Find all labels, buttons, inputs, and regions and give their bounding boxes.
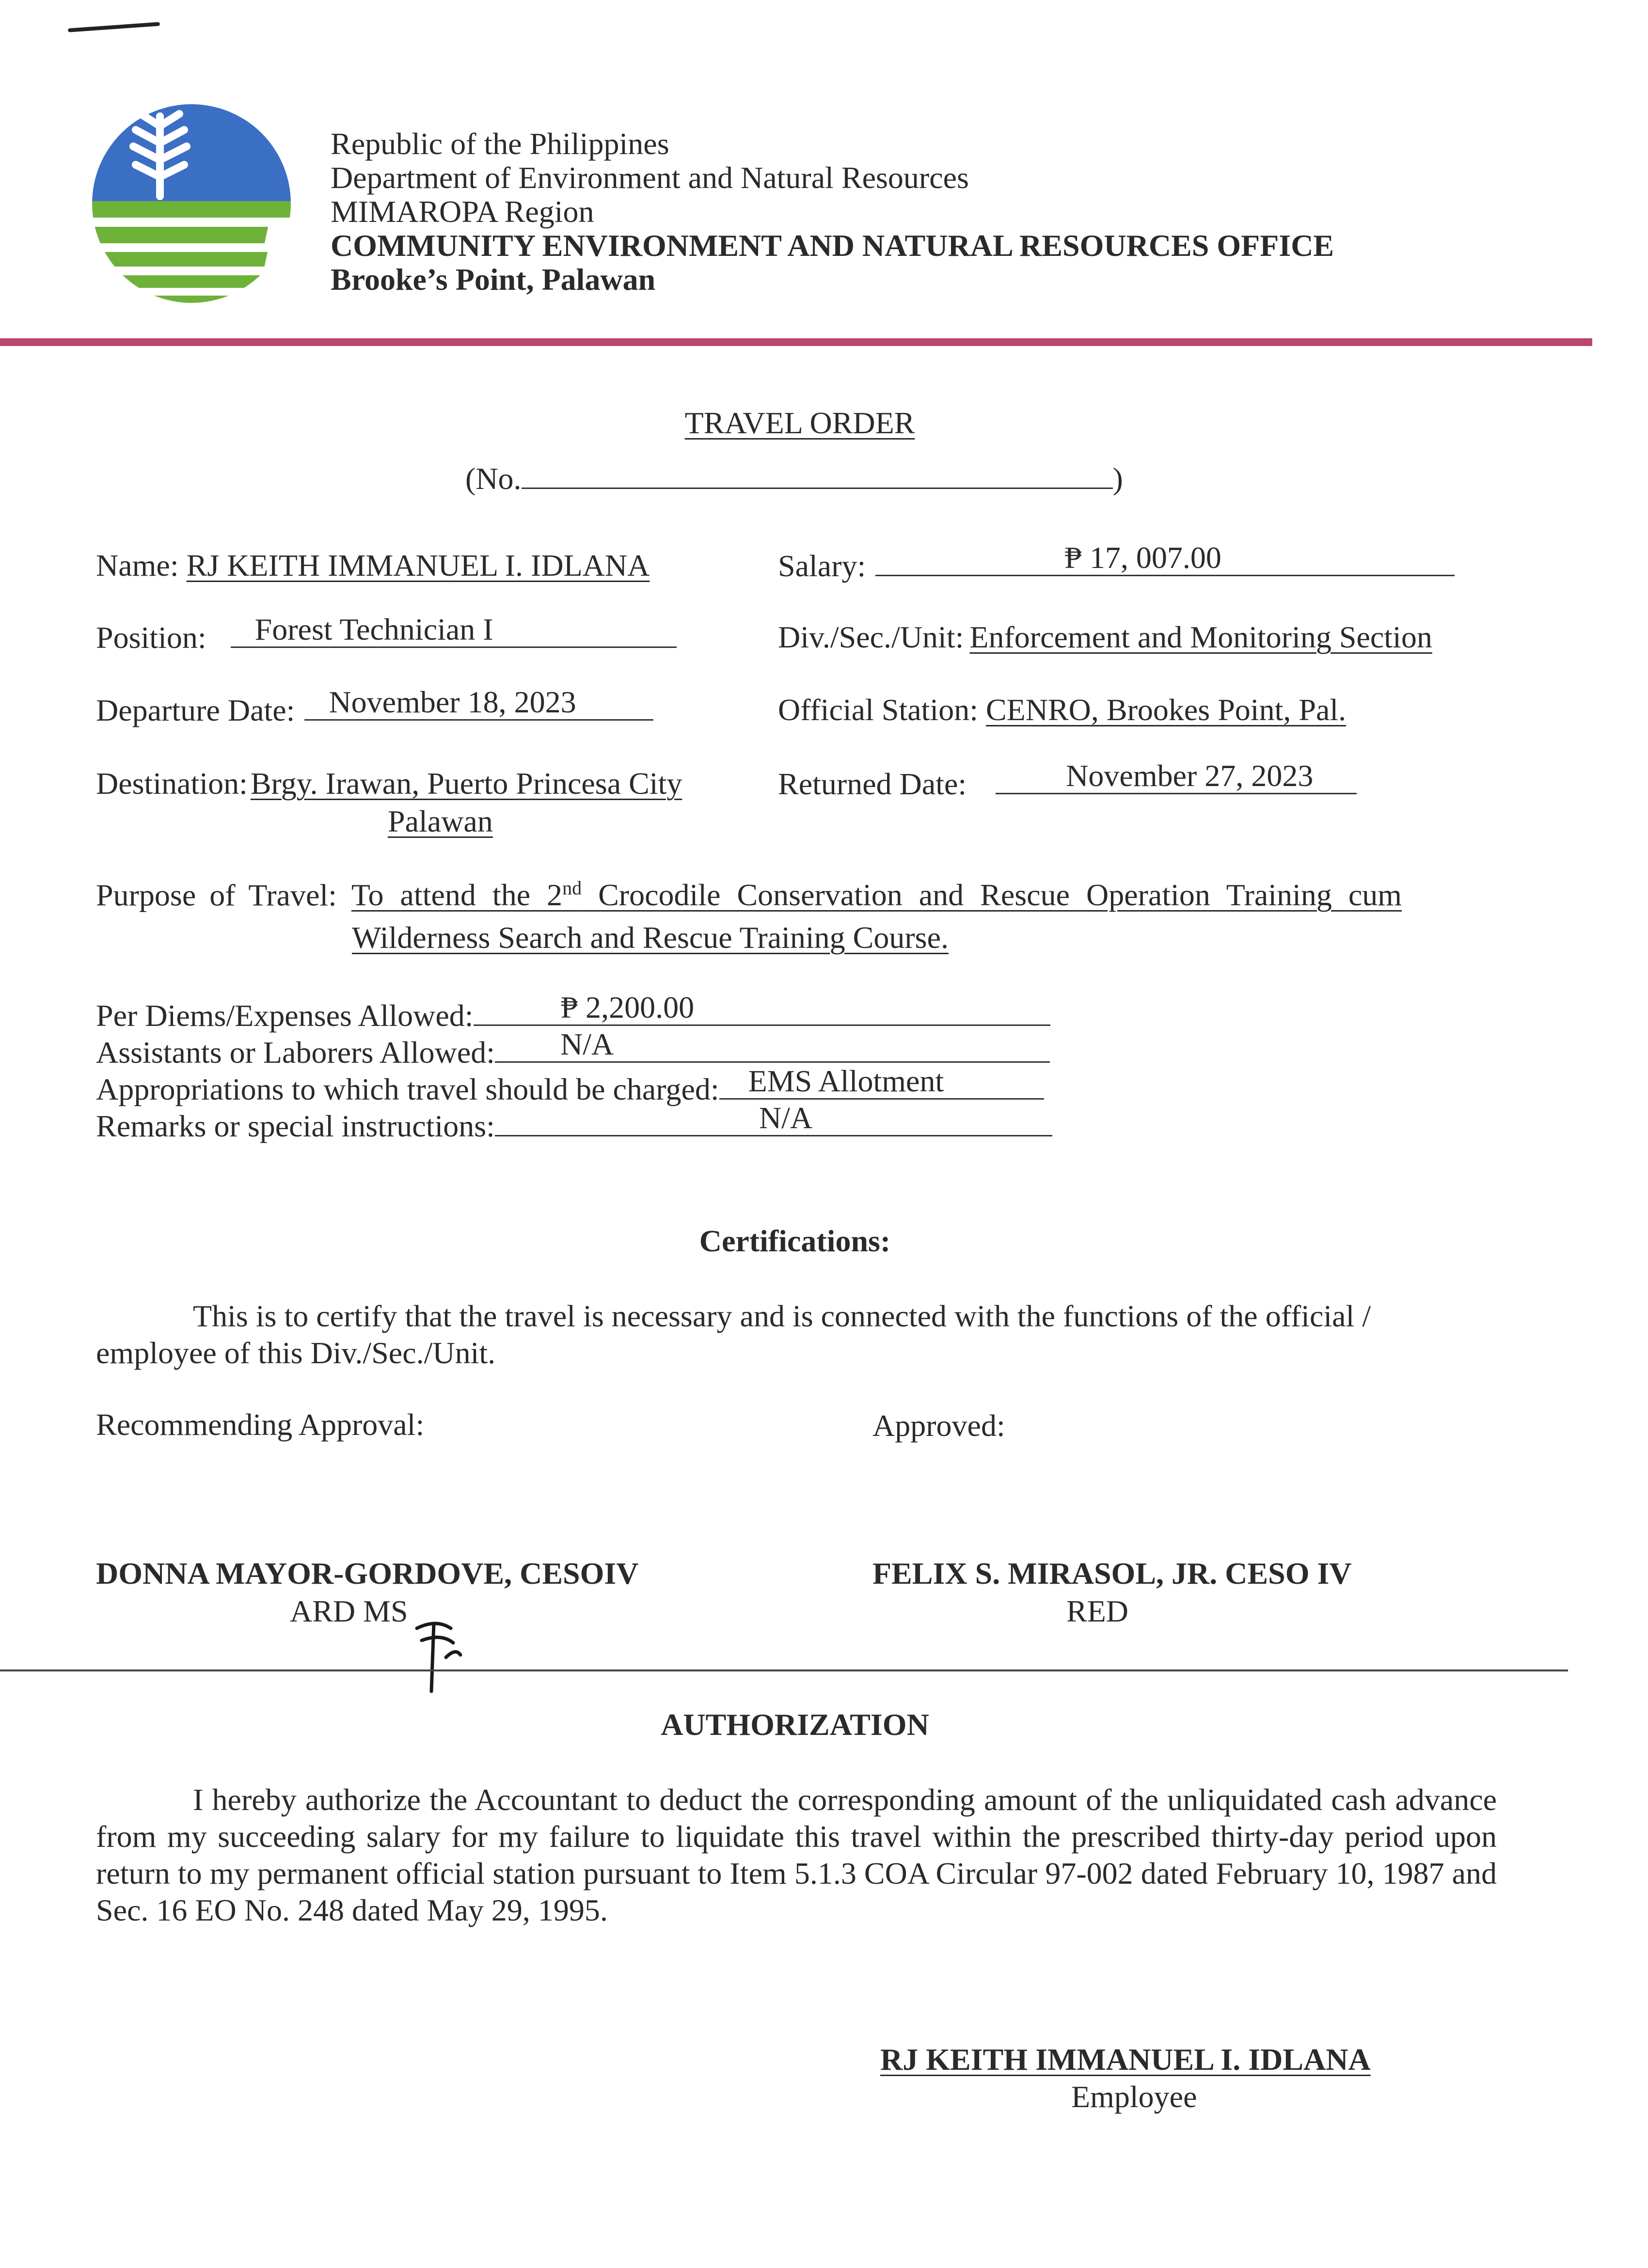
- assistants-value: N/A: [560, 1027, 614, 1062]
- departure-row: [96, 685, 653, 728]
- departure-value: November 18, 2023: [329, 685, 576, 720]
- appropriations-value: EMS Allotment: [748, 1064, 944, 1099]
- station-value: CENRO, Brookes Point, Pal.: [985, 693, 1347, 727]
- appropriations-row: [96, 1064, 1044, 1107]
- letterhead-line-1: Republic of the Philippines: [331, 126, 669, 161]
- employee-name: RJ KEITH IMMANUEL I. IDLANA: [880, 2042, 1371, 2077]
- number-field: [522, 460, 1113, 489]
- purpose-value: [351, 878, 1402, 912]
- recommender-name: DONNA MAYOR-GORDOVE, CESOIV: [96, 1556, 639, 1591]
- returned-value: November 27, 2023: [1066, 758, 1314, 793]
- salary-label: Salary:: [778, 549, 866, 583]
- salary-row: [778, 540, 1455, 584]
- per-diem-value: ₱ 2,200.00: [560, 990, 695, 1025]
- salary-value: ₱ 17, 007.00: [1064, 540, 1221, 575]
- station-label: Official Station:: [778, 693, 978, 727]
- station-row: [778, 692, 1346, 728]
- purpose-line-2: Wilderness Search and Rescue Training Course.: [352, 920, 949, 955]
- pen-mark: [68, 22, 160, 32]
- letterhead-location: Brooke’s Point, Palawan: [331, 262, 656, 297]
- initial-signature: [407, 1614, 465, 1696]
- assistants-label: Assistants or Laborers Allowed:: [96, 1035, 495, 1070]
- appropriations-label: Appropriations to which travel should be charged:: [96, 1072, 719, 1106]
- per-diem-field: [474, 990, 1050, 1026]
- number-prefix: (No.: [465, 461, 522, 496]
- number-suffix: ): [1112, 461, 1123, 496]
- purpose-row: [96, 877, 1402, 913]
- destination-label: Destination:: [96, 766, 248, 801]
- purpose-text-start: To attend the 2: [351, 878, 563, 913]
- denr-logo-icon: [87, 97, 296, 310]
- approver-name: FELIX S. MIRASOL, JR. CESO IV: [872, 1556, 1352, 1591]
- authorization-text: I hereby authorize the Accountant to deduct the corresponding amount of the unliquidated cash advance from my succeeding salary for my failure to liquidate this travel within the prescribed thirty-day period upon return to my permanent official station pursuant to Item 5.1.3 COA Circular 97-002 dated February 10, 1987 and Sec. 16 EO No. 248 dated May 29, 1995.: [96, 1782, 1497, 1927]
- division-value: Enforcement and Monitoring Section: [969, 620, 1432, 654]
- employee-title: Employee: [1071, 2079, 1197, 2114]
- destination-row: [96, 766, 682, 802]
- destination-value-line-1: Brgy. Irawan, Puerto Princesa City: [250, 766, 682, 801]
- name-value: RJ KEITH IMMANUEL I. IDLANA: [186, 548, 650, 583]
- remarks-field: [495, 1101, 1052, 1136]
- position-value: Forest Technician I: [254, 612, 493, 647]
- returned-row: [778, 758, 1357, 802]
- purpose-label: Purpose of Travel:: [96, 878, 337, 913]
- certifications-text: This is to certify that the travel is necessary and is connected with the functions of the official / employee of this Div./Sec./Unit.: [96, 1299, 1371, 1370]
- remarks-value: N/A: [759, 1101, 813, 1135]
- approver-title: RED: [1066, 1594, 1128, 1628]
- form-title: TRAVEL ORDER: [684, 406, 915, 440]
- assistants-field: [495, 1027, 1050, 1063]
- division-label: Div./Sec./Unit:: [778, 620, 964, 654]
- name-row: [96, 548, 650, 583]
- authorization-heading: AUTHORIZATION: [661, 1707, 929, 1742]
- departure-field: [304, 685, 653, 721]
- destination-value-line-2: Palawan: [388, 804, 493, 838]
- per-diem-label: Per Diems/Expenses Allowed:: [96, 998, 474, 1033]
- departure-label: Departure Date:: [96, 693, 295, 727]
- position-row: [96, 612, 677, 656]
- returned-label: Returned Date:: [778, 767, 967, 801]
- letterhead-office: COMMUNITY ENVIRONMENT AND NATURAL RESOURCES OFFICE: [331, 228, 1334, 263]
- header-rule: [0, 338, 1592, 346]
- letterhead-line-3: MIMAROPA Region: [331, 194, 594, 229]
- returned-field: [996, 758, 1357, 794]
- remarks-label: Remarks or special instructions:: [96, 1109, 495, 1143]
- position-label: Position:: [96, 620, 206, 655]
- name-label: Name:: [96, 548, 179, 583]
- division-row: [778, 619, 1432, 655]
- appropriations-field: [719, 1064, 1044, 1100]
- purpose-superscript: nd: [562, 877, 582, 899]
- position-field: [231, 612, 677, 648]
- recommender-title: ARD MS: [290, 1594, 408, 1628]
- recommending-label: Recommending Approval:: [96, 1407, 425, 1442]
- travel-order-number: [465, 460, 1123, 497]
- certifications-heading: Certifications:: [699, 1224, 891, 1258]
- remarks-row: [96, 1101, 1052, 1144]
- approved-label: Approved:: [872, 1408, 1005, 1443]
- salary-field: [875, 540, 1455, 576]
- purpose-text-end: Crocodile Conservation and Rescue Operation Training cum: [582, 878, 1402, 913]
- letterhead-line-2: Department of Environment and Natural Resources: [331, 160, 969, 195]
- section-divider: [0, 1670, 1568, 1671]
